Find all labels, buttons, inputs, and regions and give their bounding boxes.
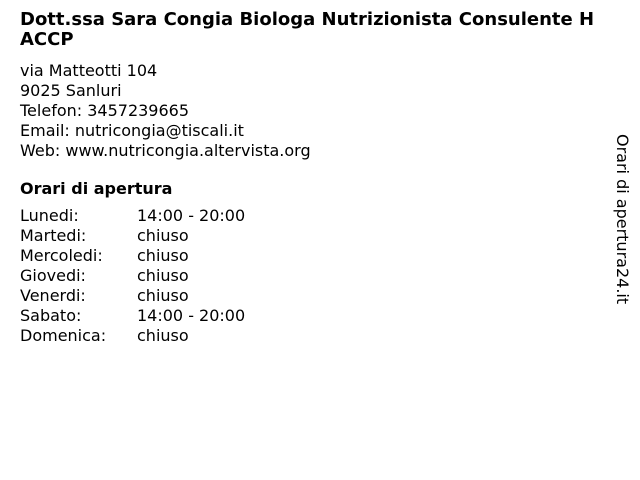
hours-row-sunday [20,326,600,346]
day-hours: chiuso [137,246,189,265]
hours-row-saturday [20,306,600,326]
hours-row-wednesday [20,246,600,266]
day-label: Lunedi: [20,206,79,225]
day-hours: chiuso [137,226,189,245]
business-title: Dott.ssa Sara Congia Biologa Nutrizionista Consulente HACCP [20,9,595,50]
day-label: Martedi: [20,226,87,245]
hours-row-thursday [20,266,600,286]
address-line-2: 9025 Sanluri [20,81,122,100]
hours-row-friday [20,286,600,306]
hours-row-monday [20,206,600,226]
day-hours: 14:00 - 20:00 [137,206,246,225]
day-label: Giovedi: [20,266,86,285]
phone-line[interactable]: Telefon: 3457239665 [20,101,190,120]
address-line-1: via Matteotti 104 [20,61,158,80]
email-line[interactable]: Email: nutricongia@tiscali.it [20,121,244,140]
day-hours: chiuso [137,286,189,305]
day-label: Venerdi: [20,286,86,305]
site-watermark: Orari di apertura24.it [613,134,632,305]
day-label: Sabato: [20,306,82,325]
opening-hours-table [20,206,600,346]
day-label: Mercoledi: [20,246,103,265]
day-hours: chiuso [137,266,189,285]
day-label: Domenica: [20,326,107,345]
web-line[interactable]: Web: www.nutricongia.altervista.org [20,141,311,160]
contact-block [20,61,600,161]
opening-hours-heading: Orari di apertura [20,179,173,198]
day-hours: 14:00 - 20:00 [137,306,246,325]
day-hours: chiuso [137,326,189,345]
hours-row-tuesday [20,226,600,246]
business-card [20,10,600,346]
